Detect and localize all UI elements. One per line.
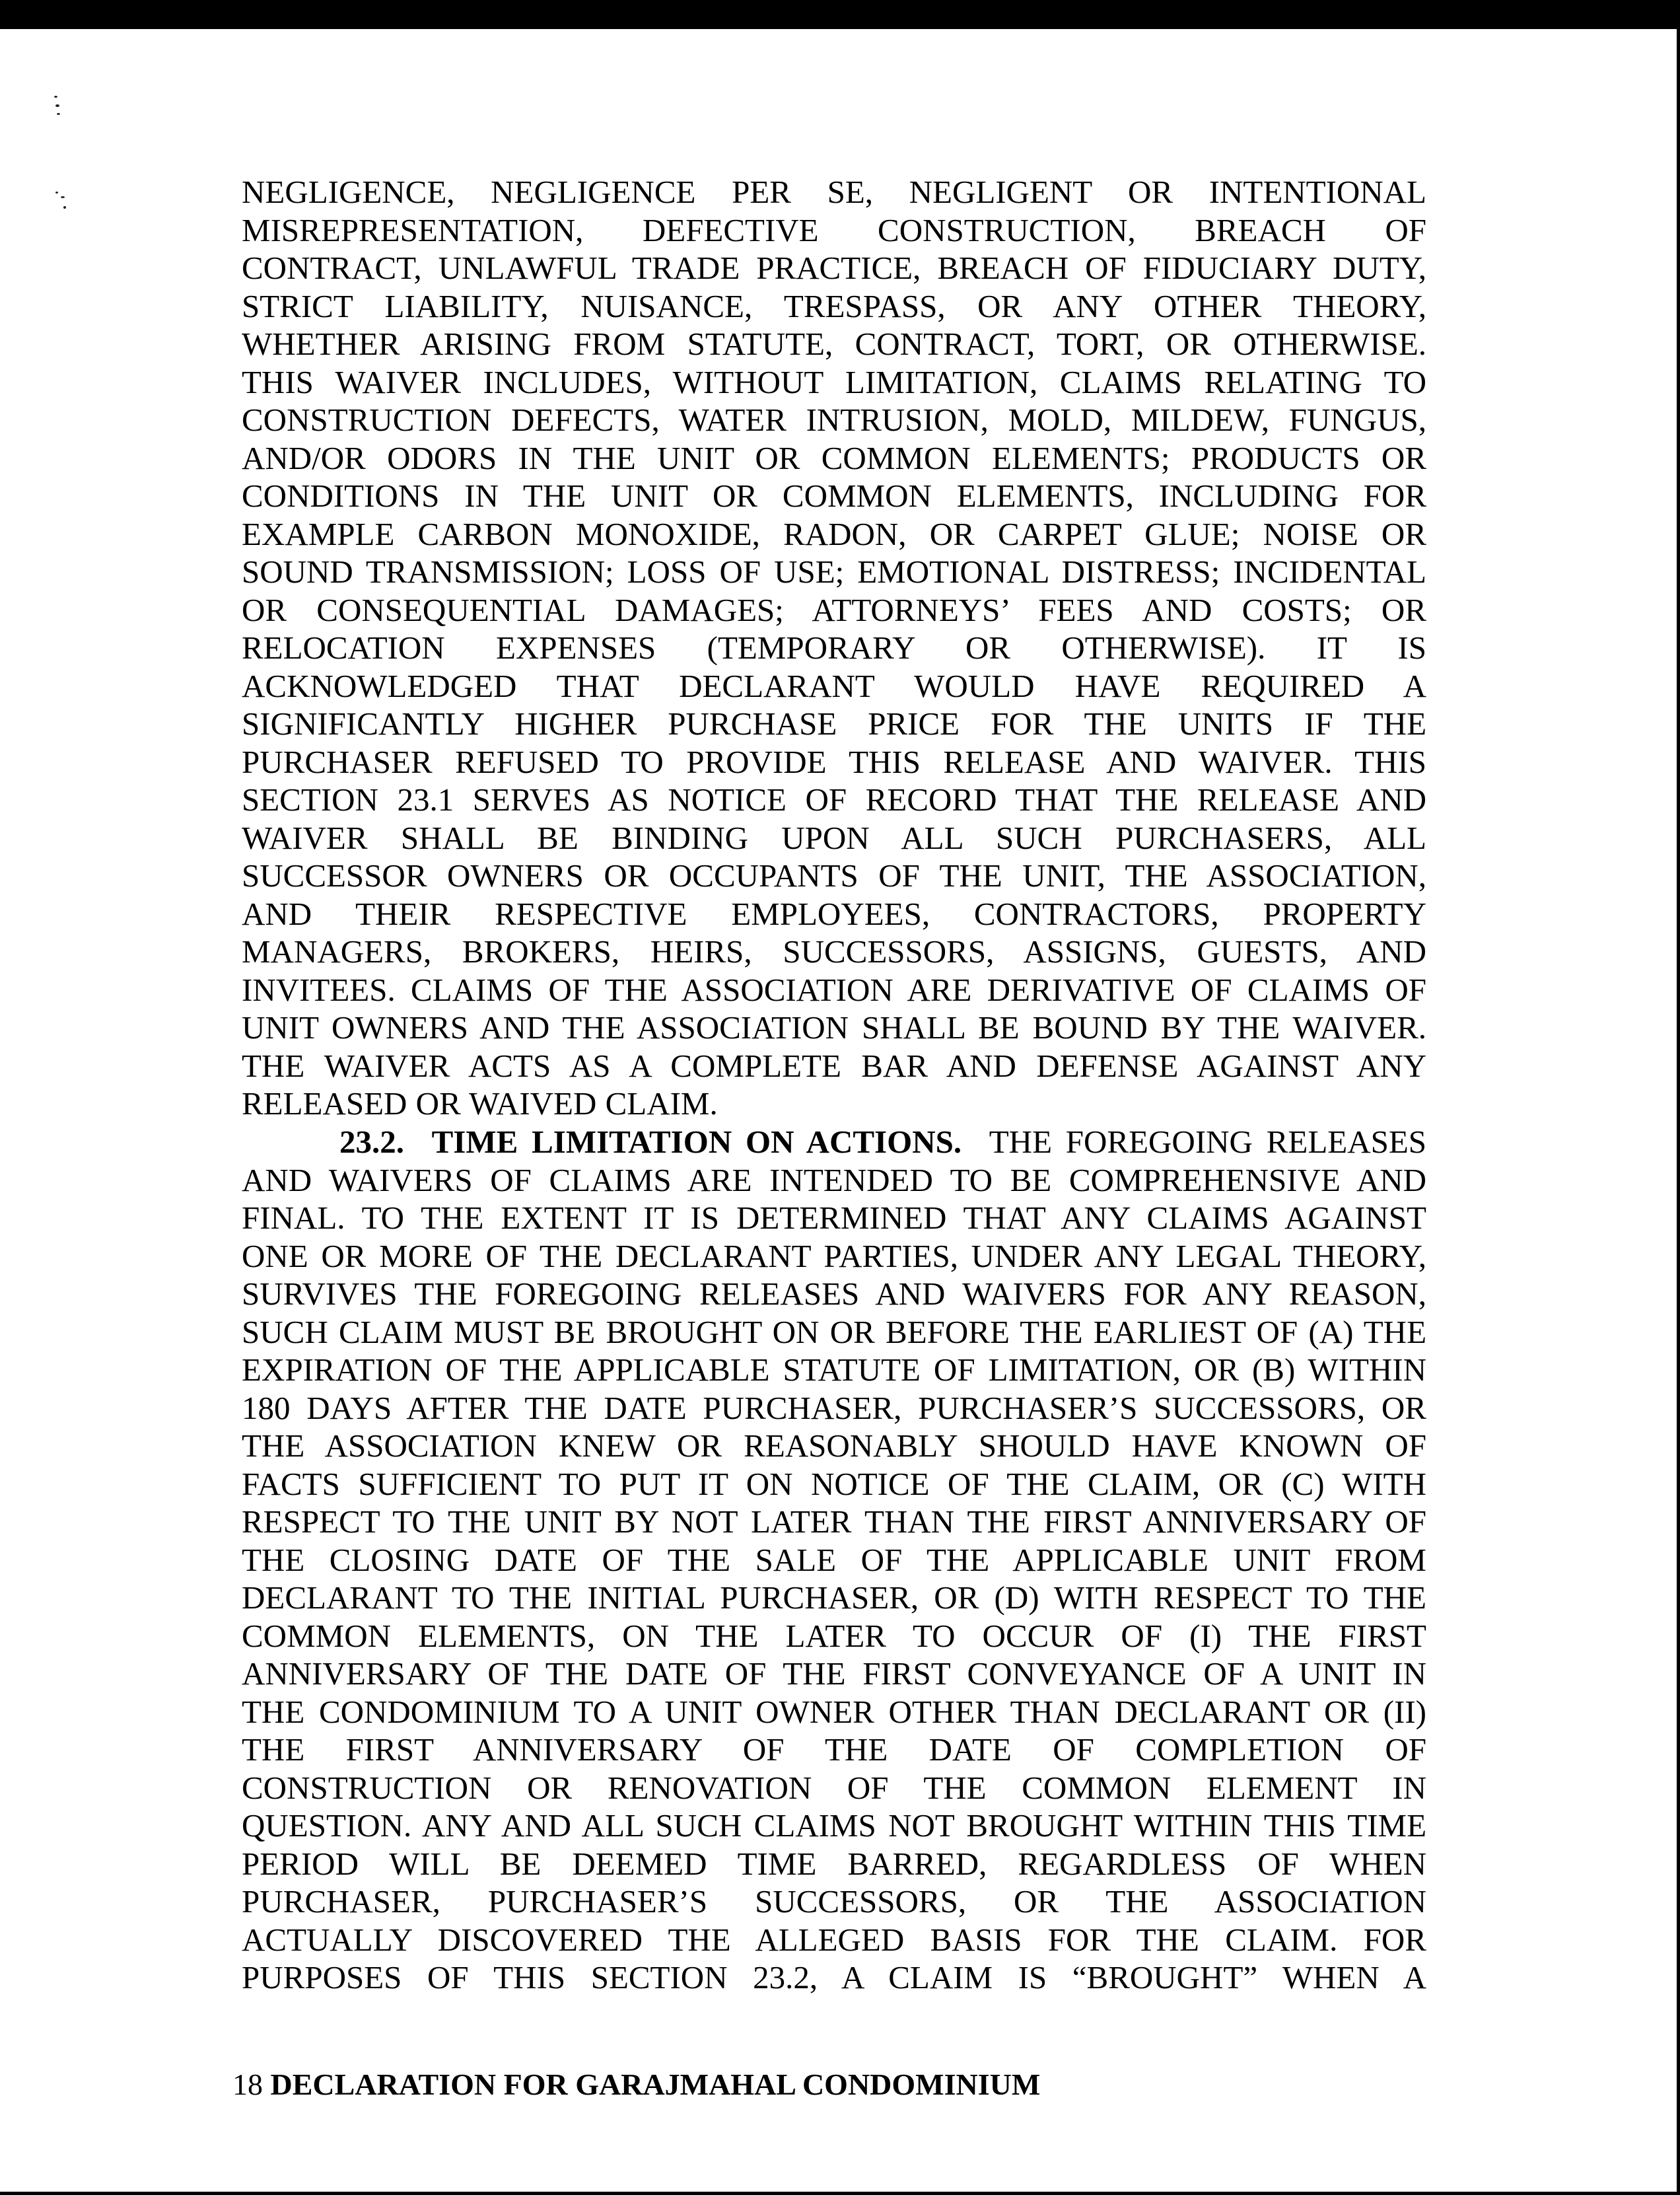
text-line: SUCCESSOR OWNERS OR OCCUPANTS OF THE UNIT, THE ASSOCIATION, bbox=[242, 857, 1426, 894]
text-line: FACTS SUFFICIENT TO PUT IT ON NOTICE OF THE CLAIM, OR (C) WITH bbox=[242, 1465, 1426, 1502]
text-line: COMMON ELEMENTS, ON THE LATER TO OCCUR OF (I) THE FIRST bbox=[242, 1617, 1426, 1654]
text-line: SECTION 23.1 SERVES AS NOTICE OF RECORD THAT THE RELEASE AND bbox=[242, 781, 1426, 818]
text-line: PURCHASER, PURCHASER’S SUCCESSORS, OR THE ASSOCIATION bbox=[242, 1883, 1426, 1920]
text-line: DECLARANT TO THE INITIAL PURCHASER, OR (D) WITH RESPECT TO THE bbox=[242, 1579, 1426, 1616]
text-line: PURCHASER REFUSED TO PROVIDE THIS RELEASE AND WAIVER. THIS bbox=[242, 743, 1426, 780]
text-line: SOUND TRANSMISSION; LOSS OF USE; EMOTIONAL DISTRESS; INCIDENTAL bbox=[242, 554, 1426, 590]
text-line: RELEASED OR WAIVED CLAIM. bbox=[242, 1085, 718, 1122]
text-line: CONSTRUCTION DEFECTS, WATER INTRUSION, MOLD, MILDEW, FUNGUS, bbox=[242, 402, 1426, 438]
page-footer bbox=[232, 2066, 1040, 2103]
text-line: MISREPRESENTATION, DEFECTIVE CONSTRUCTION, BREACH OF bbox=[242, 211, 1426, 248]
text-line: THE CONDOMINIUM TO A UNIT OWNER OTHER THAN DECLARANT OR (II) bbox=[242, 1693, 1426, 1730]
section-first-line-text: THE FOREGOING RELEASES bbox=[989, 1124, 1427, 1160]
text-line: CONDITIONS IN THE UNIT OR COMMON ELEMENTS, INCLUDING FOR bbox=[242, 478, 1426, 514]
text-line: EXPIRATION OF THE APPLICABLE STATUTE OF LIMITATION, OR (B) WITHIN bbox=[242, 1351, 1426, 1388]
document-title: DECLARATION FOR GARAJMAHAL CONDOMINIUM bbox=[270, 2068, 1041, 2101]
text-line: ACTUALLY DISCOVERED THE ALLEGED BASIS FOR THE CLAIM. FOR bbox=[242, 1921, 1426, 1958]
text-line: RELOCATION EXPENSES (TEMPORARY OR OTHERWISE). IT IS bbox=[242, 630, 1426, 666]
text-line: AND THEIR RESPECTIVE EMPLOYEES, CONTRACTORS, PROPERTY bbox=[242, 895, 1426, 932]
scan-speck bbox=[55, 192, 58, 194]
text-line: AND WAIVERS OF CLAIMS ARE INTENDED TO BE COMPREHENSIVE AND bbox=[242, 1161, 1426, 1198]
text-line: THE ASSOCIATION KNEW OR REASONABLY SHOULD HAVE KNOWN OF bbox=[242, 1427, 1426, 1464]
waiver-paragraph bbox=[242, 173, 1426, 1123]
section-23-2 bbox=[242, 1123, 1426, 1997]
text-line: UNIT OWNERS AND THE ASSOCIATION SHALL BE BOUND BY THE WAIVER. bbox=[242, 1009, 1426, 1046]
scan-speck bbox=[63, 206, 66, 209]
scan-speck bbox=[61, 196, 65, 198]
text-line: SUCH CLAIM MUST BE BROUGHT ON OR BEFORE THE EARLIEST OF (A) THE bbox=[242, 1313, 1426, 1350]
text-line: CONTRACT, UNLAWFUL TRADE PRACTICE, BREACH OF FIDUCIARY DUTY, bbox=[242, 250, 1426, 286]
text-line: PURPOSES OF THIS SECTION 23.2, A CLAIM IS “BROUGHT” WHEN A bbox=[242, 1959, 1426, 1996]
text-line: WAIVER SHALL BE BINDING UPON ALL SUCH PURCHASERS, ALL bbox=[242, 819, 1426, 856]
text-line: OR CONSEQUENTIAL DAMAGES; ATTORNEYS’ FEES AND COSTS; OR bbox=[242, 591, 1426, 628]
scan-top-border bbox=[0, 0, 1680, 29]
text-line: QUESTION. ANY AND ALL SUCH CLAIMS NOT BROUGHT WITHIN THIS TIME bbox=[242, 1807, 1426, 1844]
section-heading: TIME LIMITATION ON ACTIONS. bbox=[431, 1124, 962, 1160]
text-line: CONSTRUCTION OR RENOVATION OF THE COMMON ELEMENT IN bbox=[242, 1769, 1426, 1806]
text-line: RESPECT TO THE UNIT BY NOT LATER THAN THE FIRST ANNIVERSARY OF bbox=[242, 1503, 1426, 1540]
scan-bottom-border bbox=[0, 2192, 1680, 2195]
text-line: EXAMPLE CARBON MONOXIDE, RADON, OR CARPET GLUE; NOISE OR bbox=[242, 515, 1426, 552]
scan-speck bbox=[57, 113, 60, 115]
section-heading-line bbox=[242, 1123, 1426, 1161]
text-line: INVITEES. CLAIMS OF THE ASSOCIATION ARE DERIVATIVE OF CLAIMS OF bbox=[242, 971, 1426, 1008]
scan-speck bbox=[54, 96, 57, 98]
text-line: 180 DAYS AFTER THE DATE PURCHASER, PURCHASER’S SUCCESSORS, OR bbox=[242, 1389, 1426, 1426]
text-line: WHETHER ARISING FROM STATUTE, CONTRACT, TORT, OR OTHERWISE. bbox=[242, 326, 1426, 362]
text-line: THE CLOSING DATE OF THE SALE OF THE APPLICABLE UNIT FROM bbox=[242, 1541, 1426, 1578]
text-line: STRICT LIABILITY, NUISANCE, TRESPASS, OR ANY OTHER THEORY, bbox=[242, 287, 1426, 324]
text-line: SURVIVES THE FOREGOING RELEASES AND WAIVERS FOR ANY REASON, bbox=[242, 1276, 1426, 1312]
text-line: NEGLIGENCE, NEGLIGENCE PER SE, NEGLIGENT OR INTENTIONAL bbox=[242, 174, 1426, 210]
text-line: THE FIRST ANNIVERSARY OF THE DATE OF COMPLETION OF bbox=[242, 1731, 1426, 1768]
scan-speck bbox=[55, 104, 59, 107]
page-number: 18 bbox=[232, 2068, 263, 2101]
text-line: ACKNOWLEDGED THAT DECLARANT WOULD HAVE REQUIRED A bbox=[242, 667, 1426, 704]
text-line: PERIOD WILL BE DEEMED TIME BARRED, REGARDLESS OF WHEN bbox=[242, 1845, 1426, 1882]
text-line: SIGNIFICANTLY HIGHER PURCHASE PRICE FOR THE UNITS IF THE bbox=[242, 705, 1426, 742]
text-line: MANAGERS, BROKERS, HEIRS, SUCCESSORS, ASSIGNS, GUESTS, AND bbox=[242, 933, 1426, 970]
section-number: 23.2. bbox=[339, 1124, 404, 1160]
text-line: AND/OR ODORS IN THE UNIT OR COMMON ELEMENTS; PRODUCTS OR bbox=[242, 439, 1426, 476]
text-line: FINAL. TO THE EXTENT IT IS DETERMINED THAT ANY CLAIMS AGAINST bbox=[242, 1200, 1426, 1236]
text-line: THIS WAIVER INCLUDES, WITHOUT LIMITATION, CLAIMS RELATING TO bbox=[242, 363, 1426, 400]
text-line: ANNIVERSARY OF THE DATE OF THE FIRST CONVEYANCE OF A UNIT IN bbox=[242, 1655, 1426, 1692]
scan-right-border bbox=[1677, 29, 1680, 2195]
text-line: ONE OR MORE OF THE DECLARANT PARTIES, UNDER ANY LEGAL THEORY, bbox=[242, 1237, 1426, 1274]
text-line: THE WAIVER ACTS AS A COMPLETE BAR AND DEFENSE AGAINST ANY bbox=[242, 1047, 1426, 1084]
